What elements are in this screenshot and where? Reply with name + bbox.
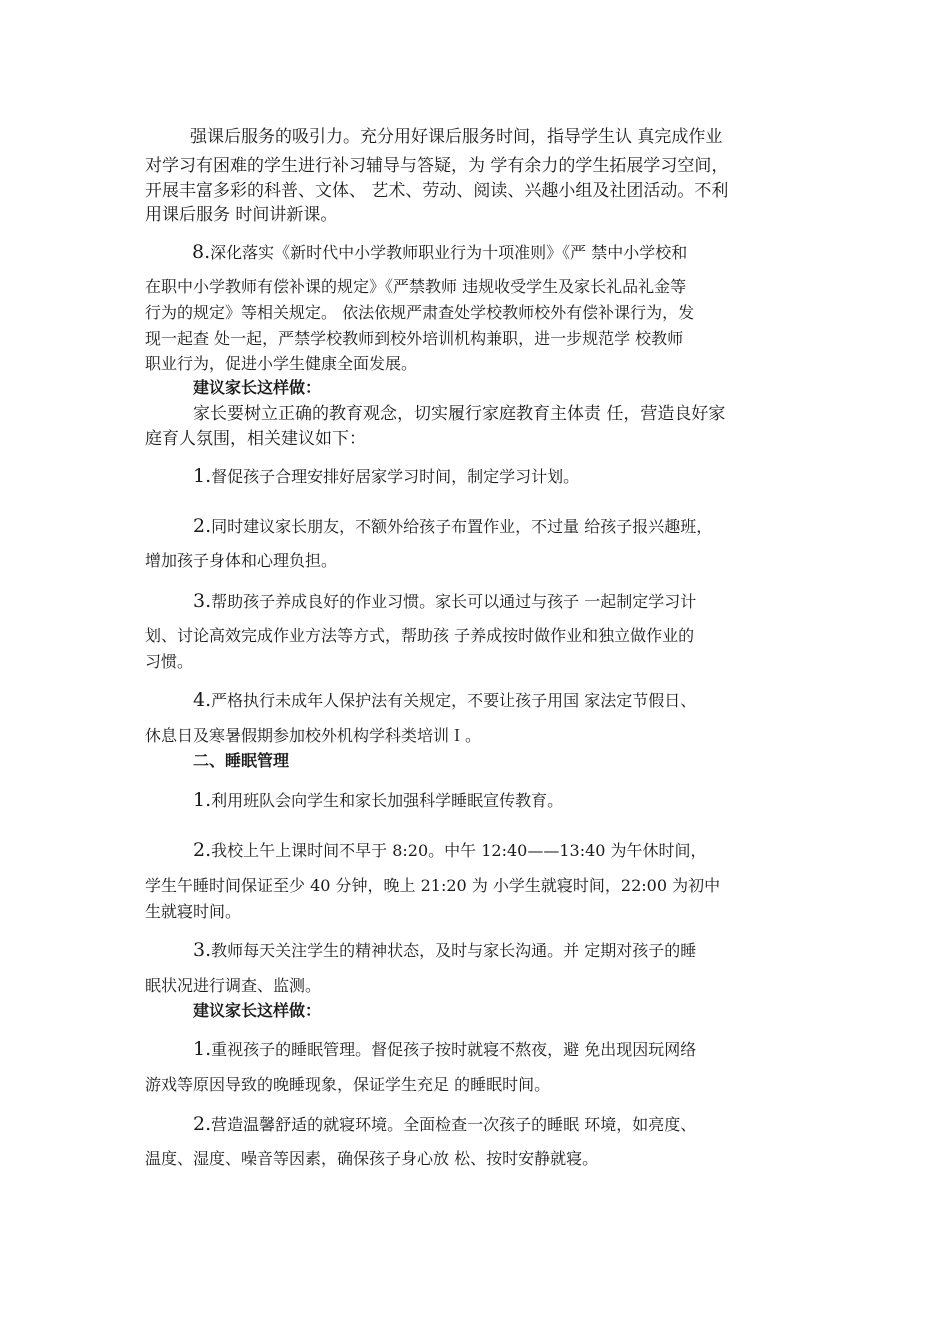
text-line: 开展丰富多彩的科普、文体、 艺术、劳动、阅读、兴趣小组及社团活动。不利 bbox=[145, 181, 729, 201]
item-number: 2. bbox=[193, 515, 212, 537]
text-line: 职业行为，促进小学生健康全面发展。 bbox=[145, 354, 418, 373]
text-line: 行为的规定》等相关规定。 依法依规严肃查处学校教师校外有偿补课行为，发 bbox=[145, 303, 695, 322]
item-text: 教师每天关注学生的精神状态，及时与家长沟通。并 定期对孩子的睡 bbox=[211, 941, 697, 960]
item-line bbox=[193, 788, 563, 811]
item-line bbox=[193, 938, 696, 961]
section-heading-sleep: 二、睡眠管理 bbox=[193, 751, 290, 770]
item-text: 利用班队会向学生和家长加强科学睡眠宣传教育。 bbox=[211, 791, 564, 810]
item-text: 重视孩子的睡眠管理。督促孩子按时就寝不熬夜，避 免出现因玩网络 bbox=[211, 1040, 697, 1059]
item-number: 1. bbox=[193, 789, 212, 811]
text-line: 游戏等原因导致的晚睡现象，保证学生充足 的睡眠时间。 bbox=[145, 1075, 551, 1094]
text-line: 学生午睡时间保证至少 40 分钟，晚上 21:20 为 小学生就寝时间，22:00 为初中 bbox=[145, 876, 721, 895]
item-text: 帮助孩子养成良好的作业习惯。家长可以通过与孩子 一起制定学习计 bbox=[211, 592, 697, 611]
item-line bbox=[193, 589, 696, 612]
text-line: 增加孩子身体和心理负担。 bbox=[145, 551, 338, 570]
item-number: 2. bbox=[193, 1113, 212, 1135]
suggest-heading: 建议家长这样做： bbox=[193, 378, 322, 397]
item-number: 4. bbox=[193, 689, 212, 711]
text-line: 现一起查 处一起，严禁学校教师到校外培训机构兼职，进一步规范学 校教师 bbox=[145, 329, 684, 348]
item-text: 督促孩子合理安排好居家学习时间，制定学习计划。 bbox=[211, 467, 580, 486]
text-line: 庭育人氛围，相关建议如下： bbox=[145, 429, 366, 449]
text-line: 家长要树立正确的教育观念，切实履行家庭教育主体责 任，营造良好家 bbox=[193, 404, 726, 424]
item-text: 严格执行未成年人保护法有关规定，不要让孩子用国 家法定节假日、 bbox=[211, 691, 697, 710]
item-line bbox=[193, 838, 707, 861]
item-text: 营造温馨舒适的就寝环境。全面检查一次孩子的睡眠 环境，如亮度、 bbox=[211, 1115, 697, 1134]
item-line bbox=[193, 1112, 696, 1135]
text-line: 强课后服务的吸引力。充分用好课后服务时间，指导学生认 真完成作业 bbox=[190, 127, 723, 147]
text-line: 用课后服务 时间讲新课。 bbox=[145, 205, 338, 225]
text-line: 划、讨论高效完成作业方法等方式，帮助孩 子养成按时做作业和独立做作业的 bbox=[145, 626, 695, 645]
item-text: 我校上午上课时间不早于 8:20。中午 12:40——13:40 为午休时间， bbox=[211, 841, 707, 860]
item-text: 深化落实《新时代中小学教师职业行为十项准则》《严 禁中小学校和 bbox=[210, 243, 688, 262]
text-line: 在职中小学教师有偿补课的规定》《严禁教师 违规收受学生及家长礼品礼金等 bbox=[145, 277, 687, 296]
text-line: 生就寝时间。 bbox=[145, 902, 242, 921]
item-number: 1. bbox=[193, 465, 212, 487]
text-line: 对学习有困难的学生进行补习辅导与答疑，为 学有余力的学生拓展学习空间， bbox=[145, 156, 729, 176]
text-line: 温度、湿度、噪音等因素，确保孩子身心放 松、按时安静就寝。 bbox=[145, 1149, 599, 1168]
item-number: 8. bbox=[192, 241, 211, 263]
item-number: 1. bbox=[193, 1038, 212, 1060]
item-line bbox=[193, 514, 712, 537]
item-number: 2. bbox=[193, 839, 212, 861]
item-number: 3. bbox=[193, 590, 212, 612]
item-line bbox=[193, 1037, 696, 1060]
text-line: 习惯。 bbox=[145, 652, 194, 671]
item-line bbox=[193, 688, 696, 711]
item-8-line bbox=[192, 240, 687, 263]
suggest-heading: 建议家长这样做： bbox=[193, 1001, 322, 1020]
item-line bbox=[193, 464, 579, 487]
text-line: 休息日及寒暑假期参加校外机构学科类培训Ｉ。 bbox=[145, 726, 482, 745]
item-text: 同时建议家长朋友，不额外给孩子布置作业，不过量 给孩子报兴趣班， bbox=[211, 517, 713, 536]
item-number: 3. bbox=[193, 939, 212, 961]
text-line: 眠状况进行调查、监测。 bbox=[145, 976, 322, 995]
